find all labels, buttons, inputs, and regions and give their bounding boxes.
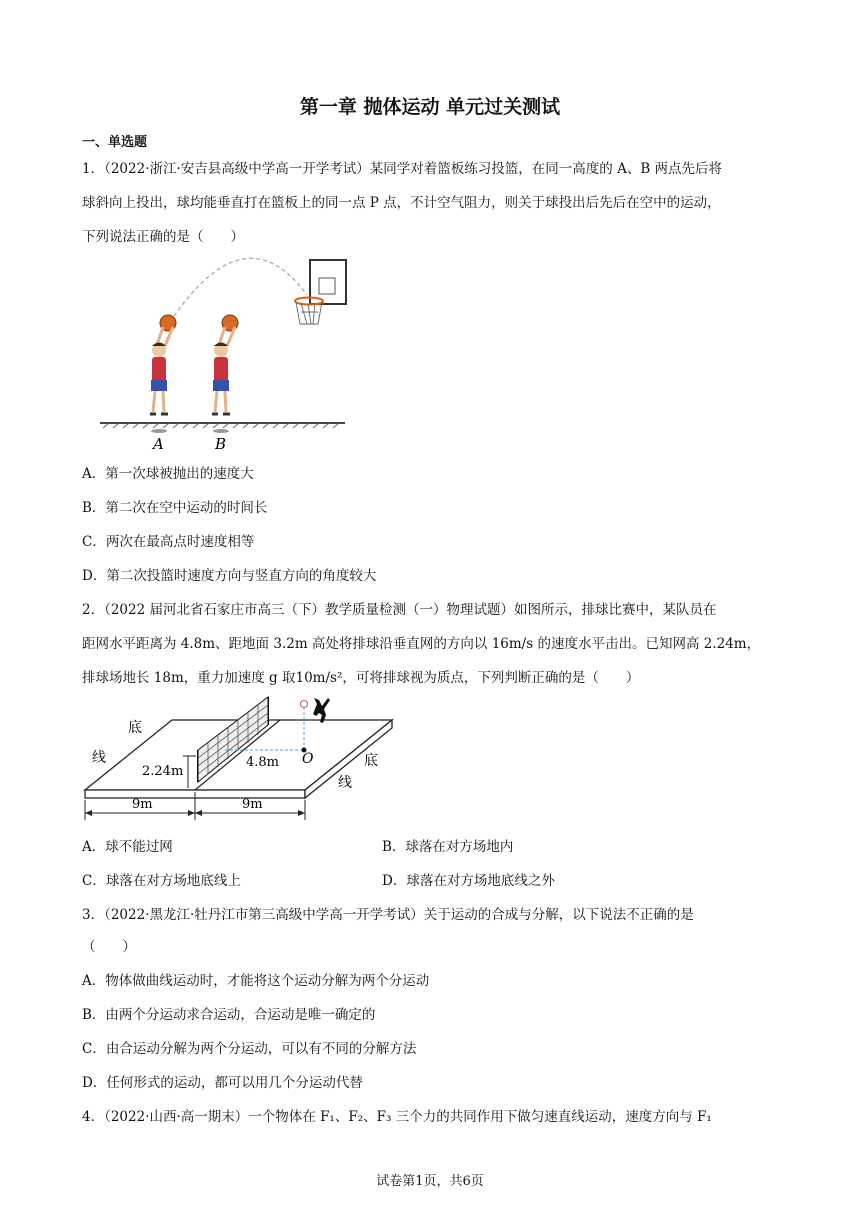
baseline-label-di-right: 底 xyxy=(364,753,378,769)
q2-line-2: 距网水平距离为 4.8m、距地面 3.2m 高处将排球沿垂直网的方向以 16m/s 的速度水平击出。已知网高 2.24m， xyxy=(82,636,761,652)
volleyball-court-figure xyxy=(80,692,400,827)
baseline-label-xian-right: 线 xyxy=(338,775,352,791)
q2-line-1: 2．（2022 届河北省石家庄市高三（下）教学质量检测（一）物理试题）如图所示，排球比赛中，某队员在 xyxy=(82,602,717,618)
net-height-label: 2.24m xyxy=(142,764,184,779)
q3-option-a: A．物体做曲线运动时，才能将这个运动分解为两个分运动 xyxy=(82,973,430,989)
q3-line-1: 3．（2022·黑龙江·牡丹江市第三高级中学高一开学考试）关于运动的合成与分解，以下说法不正确的是 xyxy=(82,907,694,923)
half-court-label-1: 9m xyxy=(132,797,153,812)
q3-option-b: B．由两个分运动求合运动，合运动是唯一确定的 xyxy=(82,1007,376,1023)
q3-option-c: C．由合运动分解为两个分运动，可以有不同的分解方法 xyxy=(82,1041,417,1057)
q1-option-d: D．第二次投篮时速度方向与竖直方向的角度较大 xyxy=(82,568,377,584)
q4-line-1: 4．（2022·山西·高一期末）一个物体在 F₁、F₂、F₃ 三个力的共同作用下做匀速直线运动，速度方向与 F₁ xyxy=(82,1109,712,1125)
ball-trajectory xyxy=(170,258,307,322)
point-o-label: O xyxy=(302,751,314,767)
player-silhouette xyxy=(313,698,330,723)
q1-option-a: A．第一次球被抛出的速度大 xyxy=(82,466,254,482)
q1-line-3: 下列说法正确的是（ ） xyxy=(82,229,244,245)
baseline-label-di: 底 xyxy=(128,720,142,736)
q3-option-d: D．任何形式的运动，都可以用几个分运动代替 xyxy=(82,1075,363,1091)
page-footer: 试卷第1页，共6页 xyxy=(376,1174,484,1189)
q1-option-b: B．第二次在空中运动的时间长 xyxy=(82,500,268,516)
q2-option-c: C．球落在对方场地底线上 xyxy=(82,873,241,889)
section-heading: 一、单选题 xyxy=(82,135,148,150)
q2-option-d: D．球落在对方场地底线之外 xyxy=(382,873,555,889)
point-b-label: B xyxy=(215,435,227,453)
q1-line-2: 球斜向上投出，球均能垂直打在篮板上的同一点 P 点，不计空气阻力，则关于球投出后先后在空中的运动， xyxy=(82,195,721,211)
ball xyxy=(301,701,308,708)
q1-line-1: 1．（2022·浙江·安吉县高级中学高一开学考试）某同学对着篮板练习投篮，在同一高度的 A、B 两点先后将 xyxy=(82,161,723,177)
q2-option-a: A．球不能过网 xyxy=(82,839,173,855)
q2-line-3: 排球场地长 18m，重力加速度 g 取10m/s²，可将排球视为质点，下列判断正确的是（ ） xyxy=(82,670,640,686)
player-a xyxy=(150,315,176,414)
q3-line-2: （ ） xyxy=(82,939,136,955)
q1-option-c: C．两次在最高点时速度相等 xyxy=(82,534,255,550)
point-a-label: A xyxy=(153,435,164,453)
half-court-label-2: 9m xyxy=(242,797,263,812)
distance-label: 4.8m xyxy=(246,755,280,770)
basketball-figure xyxy=(95,250,355,455)
player-b xyxy=(212,315,238,414)
q2-option-b: B．球落在对方场地内 xyxy=(382,839,514,855)
baseline-label-xian: 线 xyxy=(92,750,106,766)
page-title: 第一章 抛体运动 单元过关测试 xyxy=(299,96,561,118)
